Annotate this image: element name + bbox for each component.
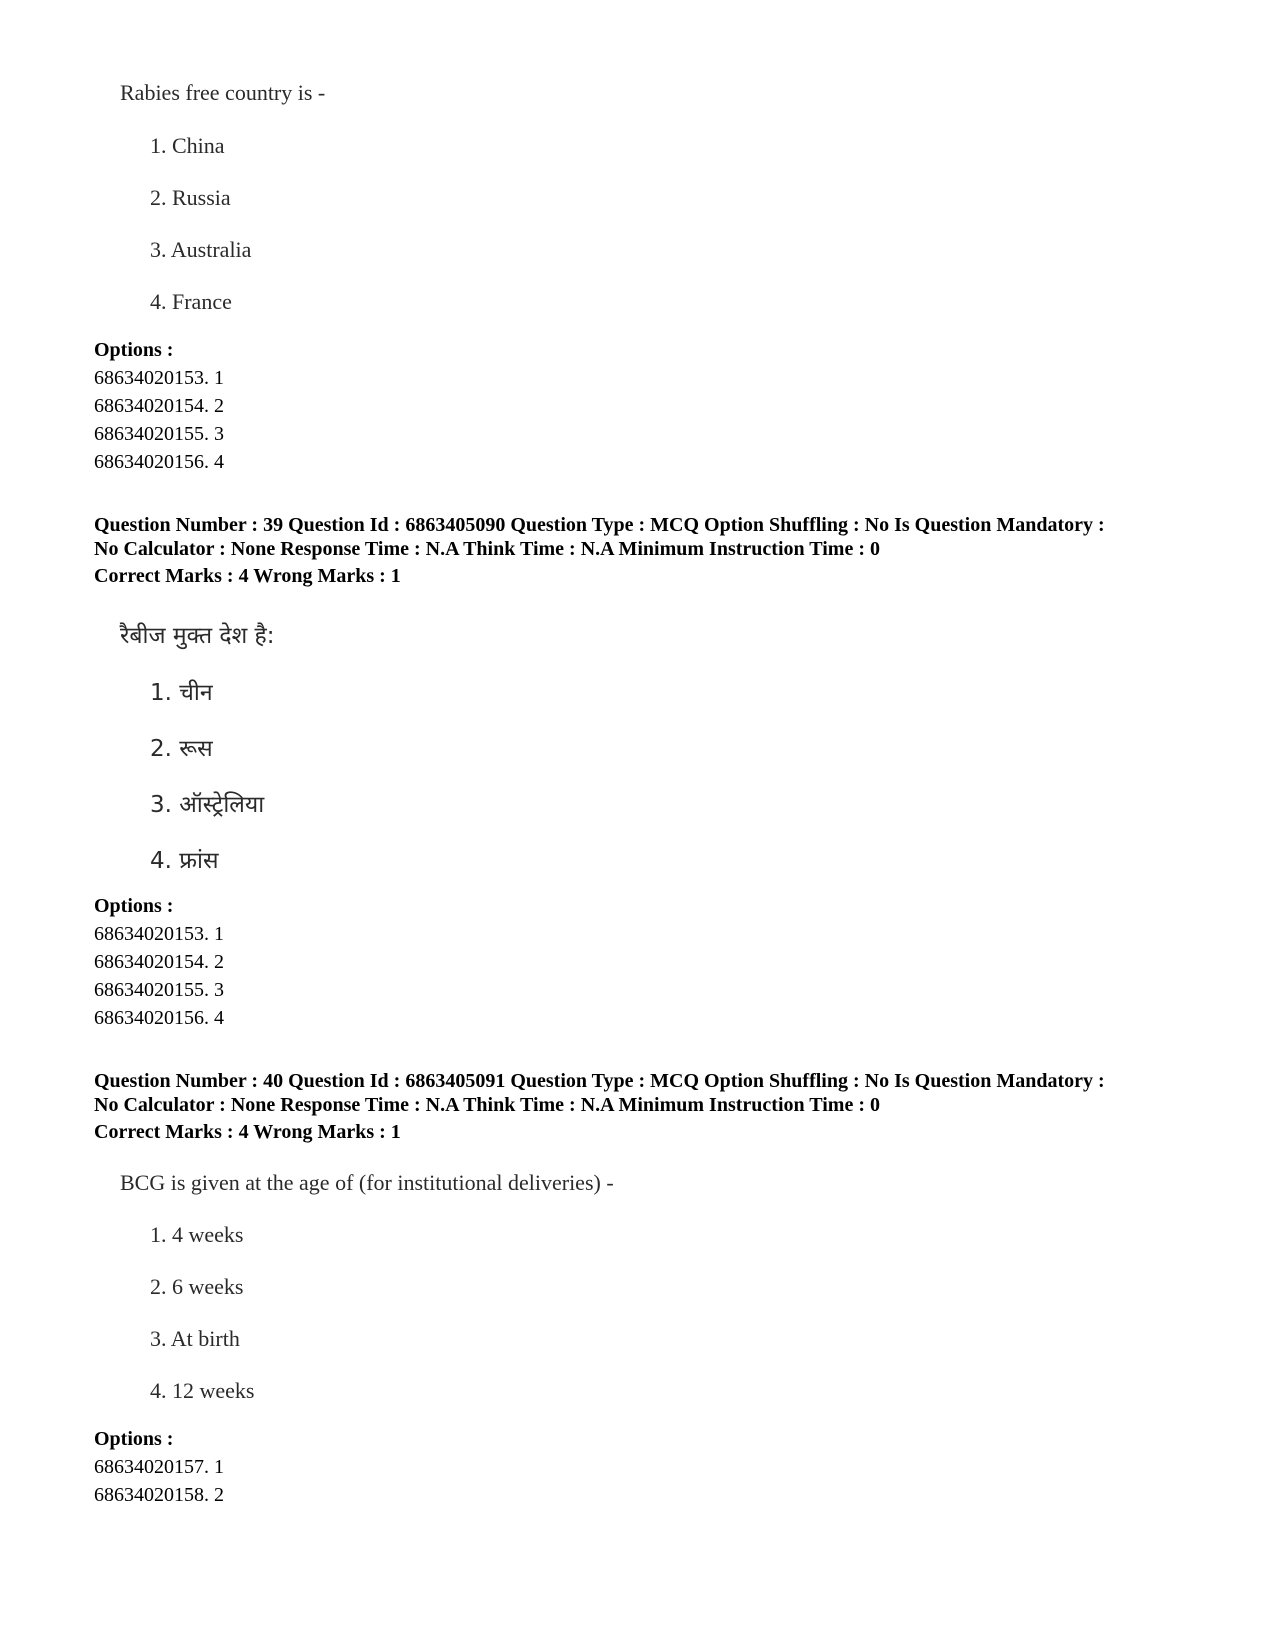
options-label: Options : <box>94 1428 174 1450</box>
choice-2: 2. रूस <box>150 736 213 762</box>
option-id-line: 68634020153. 1 <box>94 367 224 389</box>
question-meta-line1: Question Number : 39 Question Id : 6863405090 Question Type : MCQ Option Shuffling : No Is Question Mandatory : <box>94 514 1105 536</box>
choice-3: 3. Australia <box>150 237 252 262</box>
option-id-line: 68634020157. 1 <box>94 1456 224 1478</box>
question-text: BCG is given at the age of (for institutional deliveries) - <box>120 1170 614 1195</box>
choice-1: 1. 4 weeks <box>150 1222 244 1247</box>
option-id-line: 68634020154. 2 <box>94 395 224 417</box>
option-id-line: 68634020154. 2 <box>94 951 224 973</box>
choice-3: 3. ऑस्ट्रेलिया <box>150 792 265 818</box>
choice-2: 2. Russia <box>150 185 231 210</box>
choice-3: 3. At birth <box>150 1326 240 1351</box>
option-id-line: 68634020156. 4 <box>94 1007 224 1029</box>
question-text: Rabies free country is - <box>120 80 326 105</box>
choice-2: 2. 6 weeks <box>150 1274 244 1299</box>
choice-4: 4. 12 weeks <box>150 1378 255 1403</box>
question-marks: Correct Marks : 4 Wrong Marks : 1 <box>94 1121 401 1143</box>
question-text: रैबीज मुक्त देश है: <box>120 623 275 649</box>
options-label: Options : <box>94 895 174 917</box>
option-id-line: 68634020155. 3 <box>94 423 224 445</box>
option-id-line: 68634020158. 2 <box>94 1484 224 1506</box>
question-meta-line2: No Calculator : None Response Time : N.A Think Time : N.A Minimum Instruction Time : 0 <box>94 538 880 560</box>
choice-1: 1. चीन <box>150 680 213 706</box>
options-label: Options : <box>94 339 174 361</box>
choice-4: 4. France <box>150 289 232 314</box>
option-id-line: 68634020156. 4 <box>94 451 224 473</box>
choice-1: 1. China <box>150 133 225 158</box>
question-marks: Correct Marks : 4 Wrong Marks : 1 <box>94 565 401 587</box>
choice-4: 4. फ्रांस <box>150 848 219 874</box>
option-id-line: 68634020153. 1 <box>94 923 224 945</box>
question-meta-line1: Question Number : 40 Question Id : 6863405091 Question Type : MCQ Option Shuffling : No Is Question Mandatory : <box>94 1070 1105 1092</box>
option-id-line: 68634020155. 3 <box>94 979 224 1001</box>
question-meta-line2: No Calculator : None Response Time : N.A Think Time : N.A Minimum Instruction Time : 0 <box>94 1094 880 1116</box>
